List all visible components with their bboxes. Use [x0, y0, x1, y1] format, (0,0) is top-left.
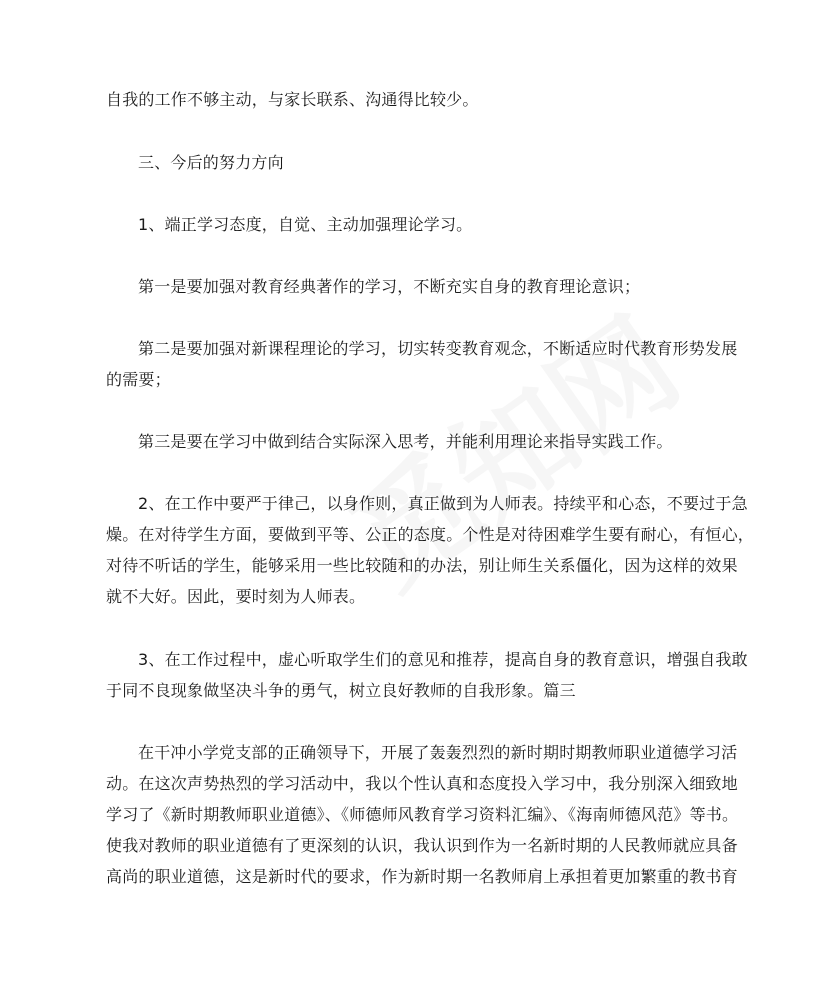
text-line: 第三是要在学习中做到结合实际深入思考，并能利用理论来指导实践工作。 — [138, 432, 673, 451]
text-line: 学习了《新时期教师职业道德》、《师德师风教育学习资料汇编》、《海南师德风范》等书。 — [106, 805, 739, 824]
text-line: 对待不听话的学生，能够采用一些比较随和的办法，别让师生关系僵化，因为这样的效果 — [106, 556, 738, 575]
text-line: 高尚的职业道德，这是新时代的要求，作为新时期一名教师肩上承担着更加繁重的教书育 — [106, 867, 738, 886]
text-line: 使我对教师的职业道德有了更深刻的认识，我认识到作为一名新时期的人民教师就应具备 — [106, 836, 738, 855]
text-line: 2、在工作中要严于律己，以身作则，真正做到为人师表。持续平和心态，不要过于急 — [138, 494, 748, 513]
text-line: 自我的工作不够主动，与家长联系、沟通得比较少。 — [106, 90, 479, 109]
section-heading: 三、今后的努力方向 — [138, 153, 284, 172]
text-line: 燥。在对待学生方面，要做到平等、公正的态度。个性是对待困难学生要有耐心，有恒心， — [106, 525, 755, 544]
text-line: 在干冲小学党支部的正确领导下，开展了轰轰烈烈的新时期时期教师职业道德学习活 — [138, 743, 738, 762]
text-line: 动。在这次声势热烈的学习活动中，我以个性认真和态度投入学习中，我分别深入细致地 — [106, 774, 738, 793]
text-line: 第二是要加强对新课程理论的学习，切实转变教育观念，不断适应时代教育形势发展 — [138, 339, 738, 358]
text-line: 第一是要加强对教育经典著作的学习，不断充实自身的教育理论意识； — [138, 277, 641, 296]
text-line: 的需要； — [106, 370, 171, 389]
text-line: 3、在工作过程中，虚心听取学生们的意见和推荐，提高自身的教育意识，增强自我敢 — [138, 650, 748, 669]
text-line: 于同不良现象做坚决斗争的勇气，树立良好教师的自我形象。篇三 — [106, 681, 576, 700]
text-line: 就不大好。因此，要时刻为人师表。 — [106, 587, 366, 606]
text-line: 1、端正学习态度，自觉、主动加强理论学习。 — [138, 215, 473, 234]
